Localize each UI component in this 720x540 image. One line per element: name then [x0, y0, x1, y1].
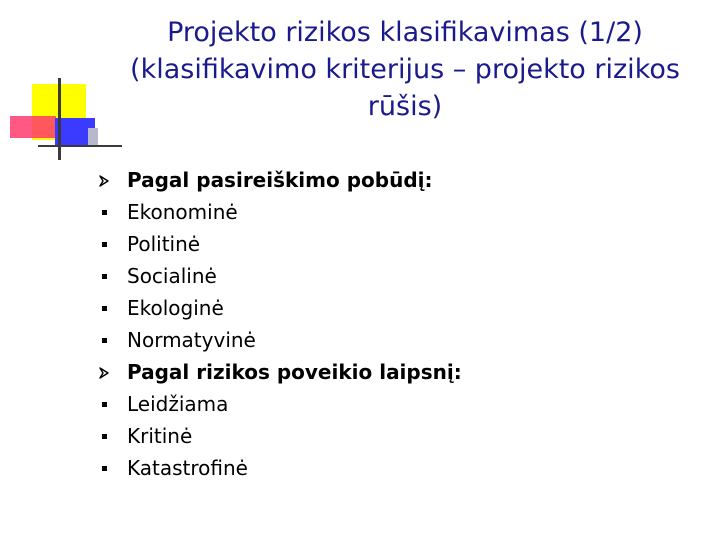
title-line-1: Projekto rizikos klasifikavimas (1/2) — [167, 17, 643, 48]
vertical-line-decoration — [58, 78, 61, 160]
square-bullet-icon — [96, 324, 112, 356]
list-item-text: Pagal pasireiškimo pobūdį: — [127, 168, 433, 192]
square-bullet-icon — [96, 452, 112, 484]
square-bullet-icon — [96, 228, 112, 260]
list-item-text: Ekologinė — [127, 296, 224, 320]
list-item-text: Socialinė — [127, 264, 217, 288]
list-item-text: Normatyvinė — [127, 328, 256, 352]
list-item-text: Ekonominė — [127, 200, 238, 224]
horizontal-line-decoration — [38, 145, 122, 147]
slide-title — [110, 14, 700, 125]
square-bullet-icon — [96, 260, 112, 292]
list-item-text: Kritinė — [127, 424, 193, 448]
list-item-text: Leidžiama — [127, 392, 229, 416]
title-line-2: (klasifikavimo kriterijus – projekto rizikos — [130, 54, 680, 85]
shadow-decoration — [88, 128, 98, 146]
list-item-text: Katastrofinė — [127, 456, 248, 480]
list-item-text: Pagal rizikos poveikio laipsnį: — [127, 360, 462, 384]
arrow-bullet-icon — [96, 164, 112, 196]
list-item-text: Politinė — [127, 232, 201, 256]
title-line-3: rūšis) — [367, 91, 443, 122]
square-bullet-icon — [96, 388, 112, 420]
square-bullet-icon — [96, 420, 112, 452]
pink-bar-decoration — [10, 116, 56, 138]
square-bullet-icon — [96, 196, 112, 228]
square-bullet-icon — [96, 292, 112, 324]
arrow-bullet-icon — [96, 356, 112, 388]
